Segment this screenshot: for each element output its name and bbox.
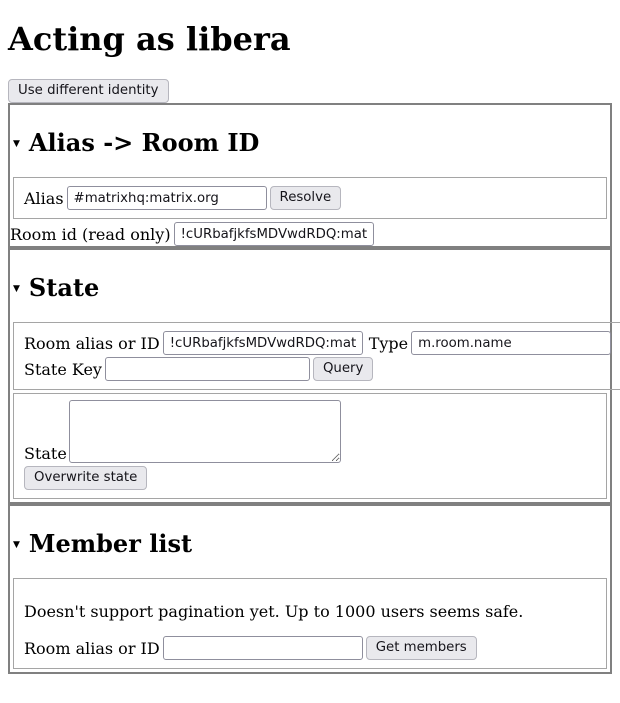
state-type-label: Type: [368, 333, 409, 353]
alias-section-title: Alias -> Room ID: [28, 128, 260, 157]
alias-section-summary[interactable]: [10, 105, 610, 177]
member-list-section-summary[interactable]: [10, 506, 610, 578]
disclosure-triangle-icon: ▼: [13, 138, 20, 149]
pagination-note: Doesn't support pagination yet. Up to 1000 users seems safe.: [24, 602, 524, 621]
query-button[interactable]: Query: [313, 357, 373, 381]
state-room-input[interactable]: [163, 331, 363, 355]
overwrite-state-button[interactable]: Overwrite state: [24, 466, 147, 490]
room-id-readonly-label: Room id (read only): [10, 224, 171, 244]
member-list-fieldset: [13, 578, 607, 669]
state-textarea-label: State: [24, 444, 67, 463]
get-members-button[interactable]: Get members: [366, 636, 477, 660]
page-title: Acting as libera: [8, 20, 291, 58]
section-member-list: [8, 504, 612, 674]
state-query-fieldset: [13, 322, 620, 390]
state-section-title: State: [28, 273, 100, 302]
state-textarea[interactable]: [69, 400, 341, 463]
member-list-section-title: Member list: [28, 529, 193, 558]
use-different-identity-button[interactable]: Use different identity: [8, 79, 169, 103]
disclosure-triangle-icon: ▼: [13, 539, 20, 550]
member-room-input[interactable]: [163, 636, 363, 660]
state-key-input[interactable]: [105, 357, 310, 381]
member-room-label: Room alias or ID: [24, 638, 160, 658]
state-type-input[interactable]: [411, 331, 611, 355]
state-editor-fieldset: [13, 393, 607, 499]
resolve-button[interactable]: Resolve: [270, 186, 342, 210]
state-key-label: State Key: [24, 359, 102, 379]
section-alias-to-room-id: [8, 103, 612, 248]
section-state: [8, 248, 612, 504]
room-id-readonly-input[interactable]: [174, 222, 374, 246]
alias-input[interactable]: [67, 186, 267, 210]
state-section-summary[interactable]: [10, 250, 610, 322]
disclosure-triangle-icon: ▼: [13, 283, 20, 294]
alias-label: Alias: [24, 188, 64, 208]
state-room-label: Room alias or ID: [24, 333, 160, 353]
alias-fieldset: [13, 177, 607, 219]
